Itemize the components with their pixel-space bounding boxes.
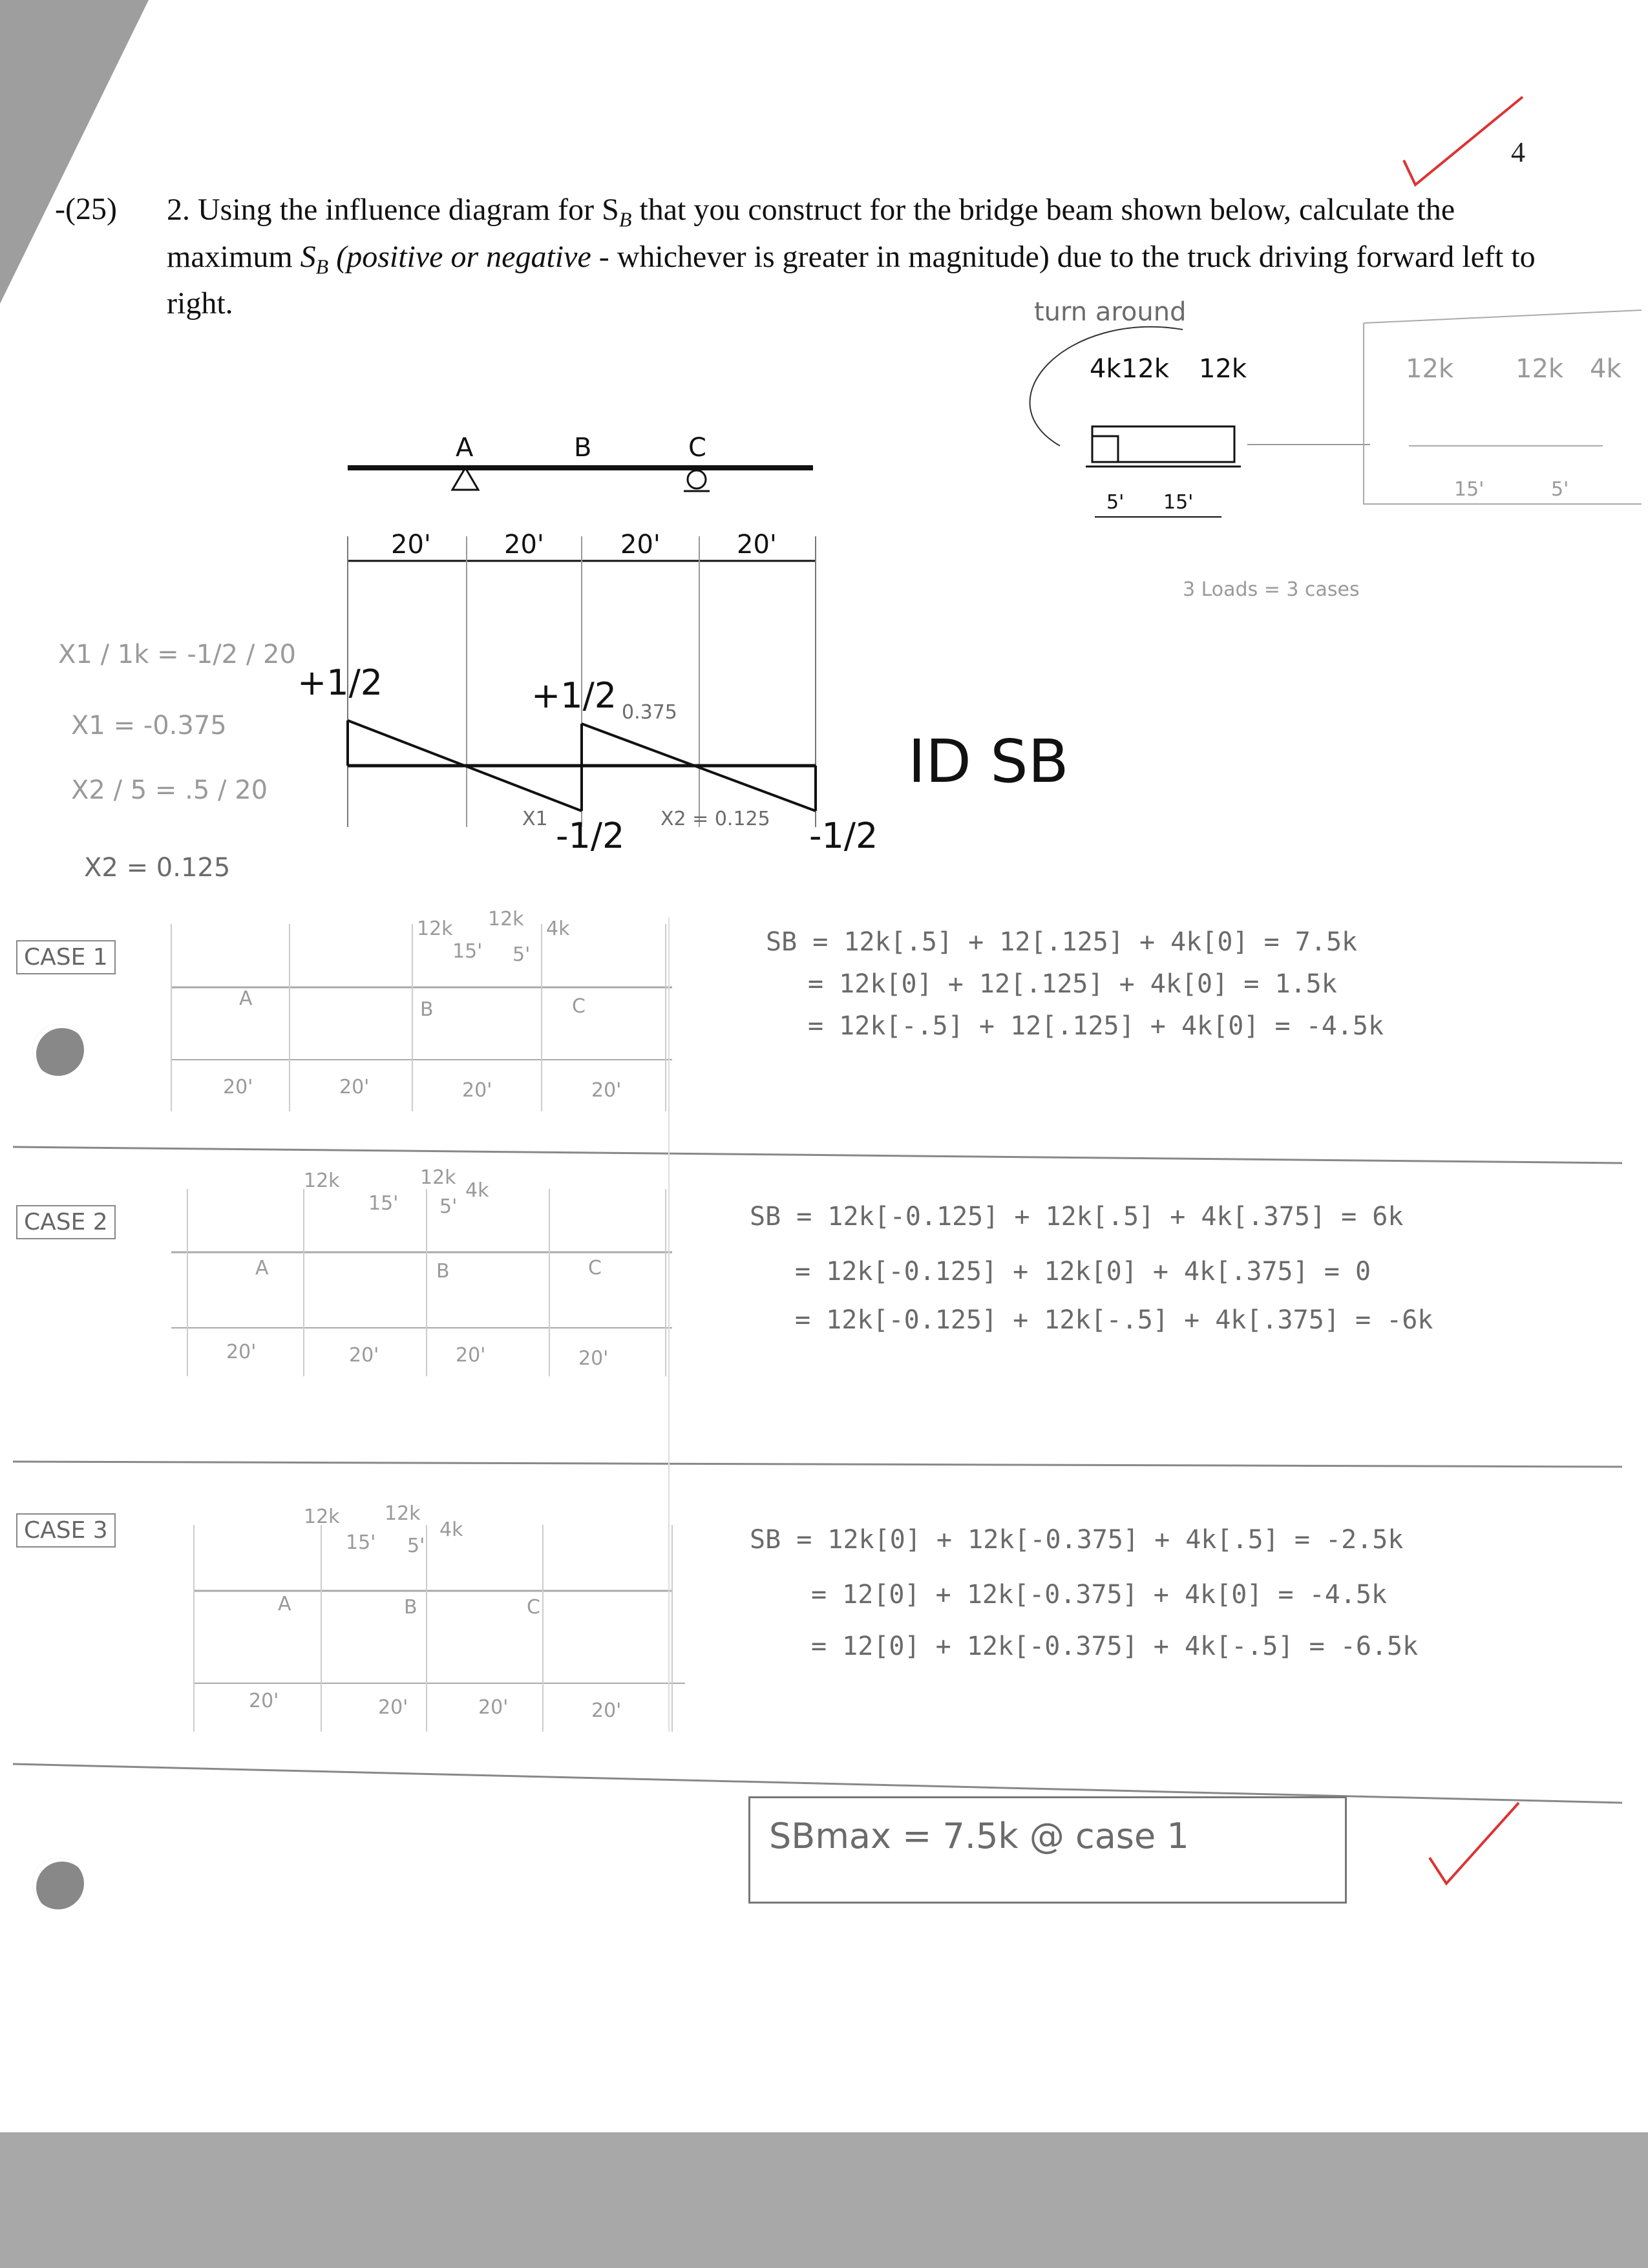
case2-support-a: A [255,1257,269,1279]
x1-result: X1 = -0.375 [71,711,227,740]
case3-span-4: 20' [591,1699,622,1722]
truck-body [1092,426,1234,462]
question-sb: S [300,239,316,274]
case3-span-1: 20' [249,1690,279,1712]
support-label-c: C [688,433,706,463]
x1-fraction: X1 / 1k = -1/2 / 20 [58,640,296,669]
reversed-spacing-2: 5' [1551,478,1569,501]
case2-span-3: 20' [456,1344,486,1367]
case1-equation-2: = 12k[0] + 12[.125] + 4k[0] = 1.5k [808,969,1337,999]
point-label: 0.375 [622,701,677,724]
case2-span-1: 20' [226,1341,257,1363]
influence-value-left: +1/2 [297,662,383,703]
reversed-load-box [1364,310,1642,504]
influence-value-right: -1/2 [809,815,878,856]
case3-support-a: A [278,1593,291,1615]
truck-load-3: 12k [1199,354,1247,384]
check-mark-top [1404,97,1523,185]
span-label-1: 20' [391,530,431,560]
case3-spacing-2: 5' [407,1535,425,1557]
support-c [688,470,706,488]
case2-span-4: 20' [578,1347,609,1370]
case3-equation-1: SB = 12k[0] + 12k[-0.375] + 4k[.5] = -2.5k [750,1525,1404,1555]
question-part3: - whichever is greater in magnitude) due to the truck driving forward left to right. [167,239,1536,321]
case1-span-2: 20' [339,1076,370,1098]
question-part1: 2. Using the influence diagram for S [167,193,619,227]
case2-equation-3: = 12k[-0.125] + 12k[-.5] + 4k[.375] = -6k [795,1305,1433,1335]
span-label-2: 20' [504,530,544,560]
truck-note: turn around [1034,297,1187,327]
case1-span-4: 20' [591,1079,622,1102]
case2-equation-2: = 12k[-0.125] + 12k[0] + 4k[.375] = 0 [795,1257,1371,1286]
page-number: 4 [1511,136,1525,168]
support-a [452,468,478,490]
case3-load-1: 12k [304,1506,340,1528]
reversed-spacing-1: 15' [1454,478,1484,501]
case3-label: CASE 3 [16,1513,116,1548]
case3-equation-3: = 12[0] + 12k[-0.375] + 4k[-.5] = -6.5k [811,1632,1419,1661]
case3-spacing-1: 15' [346,1531,376,1554]
case3-load-3: 4k [439,1518,463,1541]
case1-spacing-2: 5' [512,943,531,966]
case3-equation-2: = 12[0] + 12k[-0.375] + 4k[0] = -4.5k [811,1580,1388,1610]
case2-support-c: C [588,1257,602,1279]
punch-hole-1 [32,1024,84,1076]
case1-load-1: 12k [417,918,453,940]
question-paren: (positive or negative [328,239,591,274]
points-value: -(25) [55,192,117,226]
reversed-load-1: 12k [1406,354,1454,384]
check-mark-bottom [1430,1803,1519,1884]
case2-load-1: 12k [304,1170,340,1192]
turn-around-arrow [1030,327,1183,446]
influence-title: ID SB [908,727,1069,796]
truck-load-1: 4k [1090,354,1121,384]
case1-load-3: 4k [546,918,570,940]
case3-span-2: 20' [378,1696,408,1719]
case2-load-2: 12k [420,1166,456,1189]
case1-equation-1: SB = 12k[.5] + 12[.125] + 4k[0] = 7.5k [766,927,1358,957]
x2-fraction: X2 / 5 = .5 / 20 [71,775,268,805]
case2-support-b: B [436,1260,450,1283]
span-label-3: 20' [620,530,660,560]
case3-load-2: 12k [385,1502,421,1525]
case3-span-3: 20' [478,1696,509,1719]
truck-load-2: 12k [1121,354,1170,384]
support-label-a: A [456,433,474,463]
case2-spacing-2: 5' [439,1195,458,1218]
punch-hole-2 [32,1858,84,1909]
case2-load-3: 4k [465,1179,489,1202]
case1-span-3: 20' [462,1079,492,1102]
case1-load-2: 12k [488,908,524,930]
x2-label: X2 = 0.125 [660,808,770,830]
case1-span-1: 20' [223,1076,253,1098]
truck-spacing-1: 5' [1106,491,1125,514]
question-sub2: B [315,255,329,278]
x2-result: X2 = 0.125 [84,853,231,883]
case1-support-b: B [420,998,434,1021]
case-separator-2 [13,1462,1622,1467]
final-answer: SBmax = 7.5k @ case 1 [769,1816,1189,1856]
case2-equation-1: SB = 12k[-0.125] + 12k[.5] + 4k[.375] = 6k [750,1202,1404,1232]
case1-support-c: C [572,995,586,1018]
case2-label: CASE 2 [16,1205,116,1239]
case1-label: CASE 1 [16,940,116,974]
case2-spacing-1: 15' [368,1192,399,1215]
reversed-load-2: 12k [1516,354,1564,384]
question-sub: B [618,207,632,231]
case1-support-a: A [239,987,253,1010]
reversed-load-3: 4k [1590,354,1622,384]
case-separator-1 [13,1147,1622,1163]
question-part2: that you construct for the bridge beam shown below, calculate the maximum [167,193,1455,274]
case3-support-c: C [527,1596,540,1619]
span-label-4: 20' [737,530,777,560]
case2-span-2: 20' [349,1344,379,1367]
cases-note: 3 Loads = 3 cases [1183,578,1360,601]
case1-equation-3: = 12k[-.5] + 12[.125] + 4k[0] = -4.5k [808,1011,1384,1041]
x1-label: X1 [522,808,548,830]
case1-spacing-1: 15' [452,940,483,963]
influence-value-b-bottom: -1/2 [556,815,625,856]
case3-support-b: B [404,1596,417,1619]
truck-cab [1092,436,1118,462]
support-label-b: B [574,433,592,463]
influence-value-b-top: +1/2 [531,675,617,716]
truck-spacing-2: 15' [1163,491,1194,514]
